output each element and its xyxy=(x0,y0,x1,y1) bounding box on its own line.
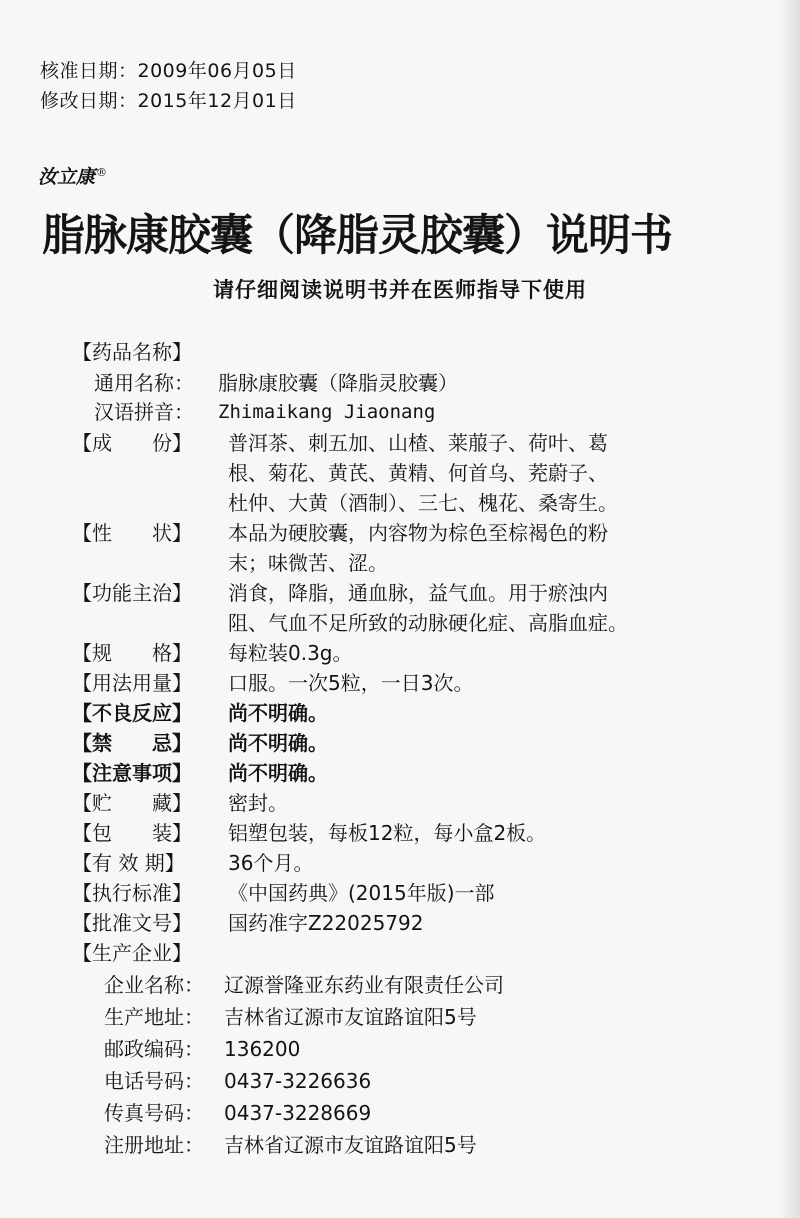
fax-label: 传真号码： xyxy=(104,1101,204,1125)
adverse-value: 尚不明确。 xyxy=(228,701,328,725)
generic-name-value: 脂脉康胶囊（降脂灵胶囊） xyxy=(218,371,458,395)
production-address-label: 生产地址： xyxy=(104,1005,204,1029)
brand-logo xyxy=(38,162,107,189)
phone-value: 0437-3226636 xyxy=(224,1069,372,1093)
appearance-line-1: 本品为硬胶囊，内容物为棕色至棕褐色的粉 xyxy=(228,521,608,545)
revision-date: 修改日期：2015年12月01日 xyxy=(40,90,297,112)
specification-value: 每粒装0.3g。 xyxy=(228,641,353,665)
section-precautions xyxy=(72,758,328,788)
production-address-row xyxy=(104,1002,477,1032)
section-package xyxy=(72,818,546,848)
section-label: 【批准文号】 xyxy=(72,911,192,935)
section-contraindications xyxy=(72,728,328,758)
section-manufacturer xyxy=(72,938,228,968)
company-name-value: 辽源誉隆亚东药业有限责任公司 xyxy=(224,973,504,997)
section-label: 【贮 藏】 xyxy=(72,791,192,815)
section-appearance xyxy=(72,518,608,548)
generic-name-row xyxy=(94,368,458,398)
section-validity xyxy=(72,848,313,878)
section-indications xyxy=(72,578,608,608)
section-label: 【执行标准】 xyxy=(72,881,192,905)
phone-label: 电话号码： xyxy=(104,1069,204,1093)
section-specification xyxy=(72,638,353,668)
document-title: 脂脉康胶囊（降脂灵胶囊）说明书 xyxy=(42,211,672,261)
trademark-symbol: ® xyxy=(96,165,108,179)
section-label: 【禁 忌】 xyxy=(72,731,192,755)
precautions-value: 尚不明确。 xyxy=(228,761,328,785)
section-label: 【用法用量】 xyxy=(72,671,192,695)
registered-address-label: 注册地址： xyxy=(104,1133,204,1157)
section-label: 【有 效 期】 xyxy=(72,851,185,875)
postcode-row xyxy=(104,1034,300,1064)
company-name-label: 企业名称： xyxy=(104,973,204,997)
registered-address-value: 吉林省辽源市友谊路谊阳5号 xyxy=(224,1133,477,1157)
indications-line-2: 阻、气血不足所致的动脉硬化症、高脂血症。 xyxy=(228,611,628,635)
ingredients-line-2: 根、菊花、黄芪、黄精、何首乌、茺蔚子、 xyxy=(228,461,608,485)
document-subtitle: 请仔细阅读说明书并在医师指导下使用 xyxy=(213,278,587,302)
postcode-label: 邮政编码： xyxy=(104,1037,204,1061)
section-storage xyxy=(72,788,288,818)
section-standard xyxy=(72,878,495,908)
pinyin-row xyxy=(94,397,435,427)
section-label: 【功能主治】 xyxy=(72,581,192,605)
fax-row xyxy=(104,1098,371,1128)
section-drug-name xyxy=(72,337,228,367)
registered-address-row xyxy=(104,1130,477,1160)
section-label: 【规 格】 xyxy=(72,641,192,665)
company-name-row xyxy=(104,970,504,1000)
pinyin-label: 汉语拼音： xyxy=(94,400,194,424)
postcode-value: 136200 xyxy=(224,1037,301,1061)
section-label: 【生产企业】 xyxy=(72,941,192,965)
section-label: 【成 份】 xyxy=(72,431,192,455)
appearance-line-2: 末；味微苦、涩。 xyxy=(228,551,388,575)
page-edge-shadow xyxy=(778,0,800,1218)
section-label: 【药品名称】 xyxy=(72,340,192,364)
storage-value: 密封。 xyxy=(228,791,288,815)
contraindications-value: 尚不明确。 xyxy=(228,731,328,755)
fax-value: 0437-3228669 xyxy=(224,1101,372,1125)
ingredients-line-3: 杜仲、大黄（酒制）、三七、槐花、桑寄生。 xyxy=(228,491,618,515)
approval-number-value: 国药准字Z22025792 xyxy=(228,911,424,935)
package-value: 铝塑包装，每板12粒，每小盒2板。 xyxy=(228,821,547,845)
validity-value: 36个月。 xyxy=(228,851,314,875)
section-label: 【包 装】 xyxy=(72,821,192,845)
approval-date: 核准日期：2009年06月05日 xyxy=(40,60,297,82)
section-label: 【不良反应】 xyxy=(72,701,192,725)
generic-name-label: 通用名称： xyxy=(94,371,194,395)
phone-row xyxy=(104,1066,371,1096)
section-approval-number xyxy=(72,908,424,938)
section-label: 【注意事项】 xyxy=(72,761,192,785)
section-ingredients xyxy=(72,428,608,458)
section-label: 【性 状】 xyxy=(72,521,192,545)
pinyin-value: Zhimaikang Jiaonang xyxy=(218,401,436,423)
dates-block xyxy=(40,56,297,116)
production-address-value: 吉林省辽源市友谊路谊阳5号 xyxy=(224,1005,477,1029)
section-dosage xyxy=(72,668,473,698)
indications-line-1: 消食，降脂，通血脉，益气血。用于瘀浊内 xyxy=(228,581,608,605)
standard-value: 《中国药典》(2015年版)一部 xyxy=(228,881,495,905)
ingredients-line-1: 普洱茶、刺五加、山楂、莱菔子、荷叶、葛 xyxy=(228,431,608,455)
section-adverse-reactions xyxy=(72,698,328,728)
dosage-value: 口服。一次5粒，一日3次。 xyxy=(228,671,474,695)
brand-name: 汝立康 xyxy=(38,166,96,188)
